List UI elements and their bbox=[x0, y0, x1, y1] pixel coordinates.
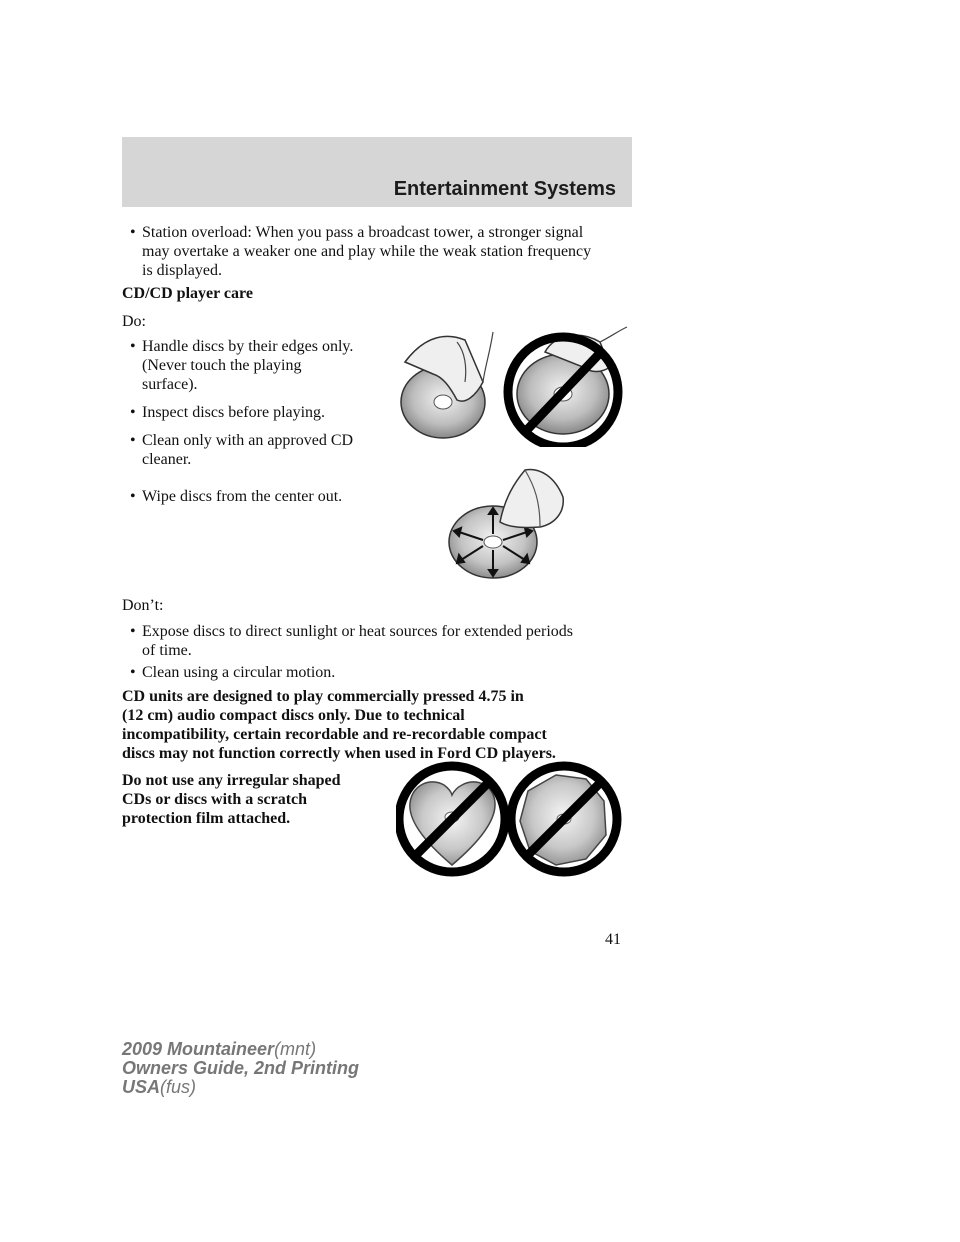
bullet-icon: • bbox=[130, 664, 136, 681]
bullet-icon: • bbox=[130, 623, 136, 640]
bullet-text-line: is displayed. bbox=[142, 262, 222, 279]
dont-item-line: Clean using a circular motion. bbox=[142, 664, 336, 681]
irregular-cd-icon bbox=[396, 755, 631, 885]
do-item-line: Inspect discs before playing. bbox=[142, 404, 326, 421]
irregular-note-line: protection film attached. bbox=[122, 810, 291, 827]
bullet-text-line: may overtake a weaker one and play while the weak station frequency bbox=[142, 243, 592, 260]
compat-note-line: discs may not function correctly when used in Ford CD players. bbox=[122, 745, 556, 762]
compat-note-line: (12 cm) audio compact discs only. Due to technical bbox=[122, 707, 465, 724]
document-footer bbox=[122, 1040, 359, 1097]
footer-line bbox=[122, 1078, 359, 1097]
section-title: Entertainment Systems bbox=[393, 178, 616, 200]
dont-label: Don’t: bbox=[122, 597, 164, 614]
do-item-line: surface). bbox=[142, 376, 198, 393]
section-header-band bbox=[122, 137, 632, 207]
page-number: 41 bbox=[605, 931, 621, 948]
cd-handling-icon bbox=[395, 322, 640, 447]
bullet-icon: • bbox=[130, 432, 136, 449]
dont-item-line: Expose discs to direct sunlight or heat sources for extended periods bbox=[142, 623, 573, 640]
compat-note-line: CD units are designed to play commercially pressed 4.75 in bbox=[122, 688, 524, 705]
do-label: Do: bbox=[122, 313, 146, 330]
footer-model: 2009 Mountaineer bbox=[122, 1039, 275, 1059]
do-item-line: cleaner. bbox=[142, 451, 192, 468]
footer-market-code: (fus) bbox=[160, 1077, 197, 1097]
dont-item-line: of time. bbox=[142, 642, 192, 659]
do-item-line: Handle discs by their edges only. bbox=[142, 338, 354, 355]
bullet-text-line: Station overload: When you pass a broadcast tower, a stronger signal bbox=[142, 224, 584, 241]
footer-model-code: (mnt) bbox=[274, 1039, 317, 1059]
bullet-icon: • bbox=[130, 404, 136, 421]
do-item-line: Wipe discs from the center out. bbox=[142, 488, 343, 505]
footer-line bbox=[122, 1059, 359, 1078]
irregular-note-line: Do not use any irregular shaped bbox=[122, 772, 341, 789]
irregular-note-line: CDs or discs with a scratch bbox=[122, 791, 308, 808]
bullet-icon: • bbox=[130, 338, 136, 355]
bullet-icon: • bbox=[130, 488, 136, 505]
footer-edition: Owners Guide, 2nd Printing bbox=[122, 1058, 360, 1078]
footer-line bbox=[122, 1040, 359, 1059]
section-heading: CD/CD player care bbox=[122, 285, 253, 302]
footer-market: USA bbox=[122, 1077, 161, 1097]
compat-note-line: incompatibility, certain recordable and re-recordable compact bbox=[122, 726, 547, 743]
cd-wipe-icon bbox=[445, 462, 575, 582]
bullet-icon: • bbox=[130, 224, 136, 241]
do-item-line: (Never touch the playing bbox=[142, 357, 302, 374]
do-item-line: Clean only with an approved CD bbox=[142, 432, 354, 449]
